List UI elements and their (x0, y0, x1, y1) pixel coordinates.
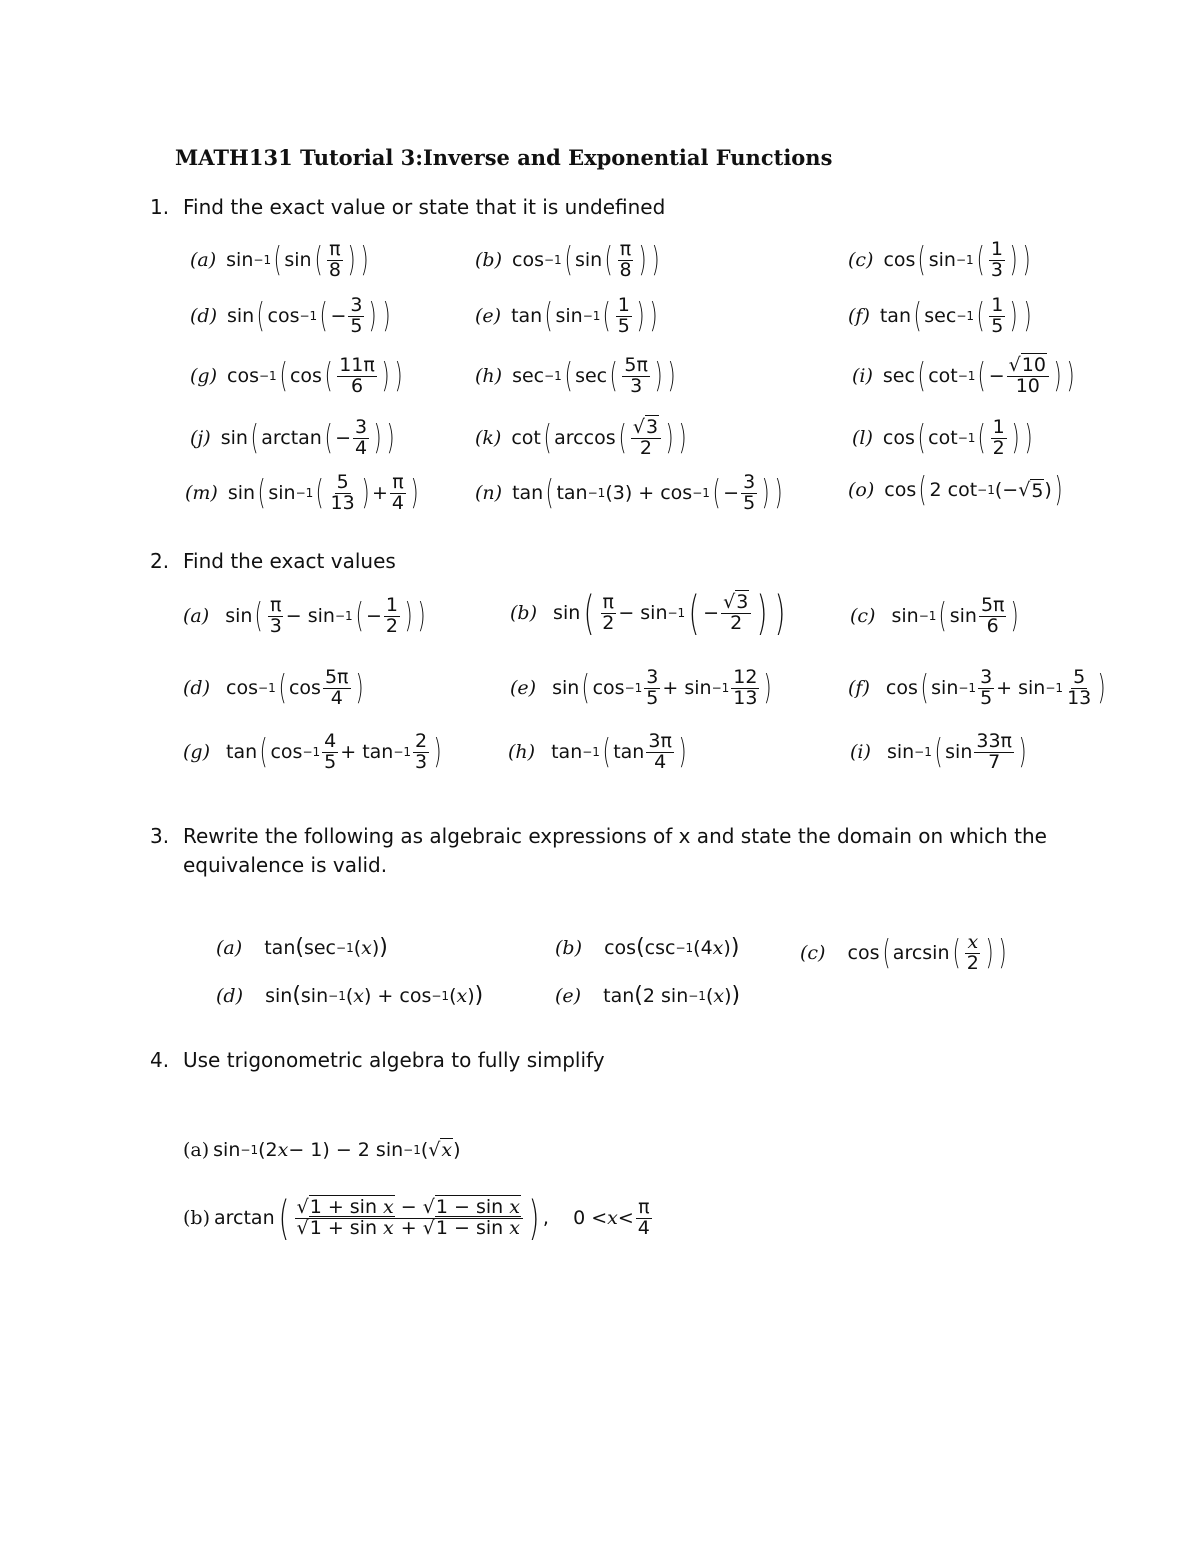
q1f-label: (f) (848, 305, 870, 328)
q3a-label: (a) (216, 936, 243, 959)
q1o-item (848, 470, 1065, 510)
q2h-expression: tan −1 ( tan 3π 4 ) (545, 730, 687, 773)
q1l-expression: cos ( cot −1 ( 1 2 ) ) (882, 416, 1033, 459)
q1l-label: (l) (852, 427, 873, 450)
q1j-item (190, 418, 398, 459)
q1c-expression: cos ( sin −1 ( 1 3 ) ) (883, 238, 1031, 281)
q1e-expression: tan ( sin −1 ( 1 5 ) ) (511, 294, 658, 337)
q3c-expression: cos ( arcsin ( x 2 ) ) (835, 931, 1007, 974)
q2a-label: (a) (183, 605, 210, 628)
q2e-item (510, 668, 775, 709)
q1j-label: (j) (190, 427, 211, 450)
q2f-item (848, 668, 1109, 709)
q1h-label: (h) (475, 365, 503, 388)
q3b-label: (b) (555, 936, 582, 959)
q2a-expression: sin ( π 3 − sin −1 ( − 1 2 ) ) (219, 594, 426, 637)
q1k-item (475, 418, 690, 459)
q3b-expression: cos ( csc −1 (4 x ) ) (592, 935, 740, 960)
q2-instructions: Find the exact values (183, 549, 396, 573)
q1h-item (475, 356, 678, 397)
q1a-label: (a) (190, 249, 217, 272)
q4-instructions: Use trigonometric algebra to fully simplify (183, 1048, 605, 1072)
q1-number: 1. (150, 195, 170, 219)
q4b-item (183, 1191, 654, 1245)
q1c-item (848, 240, 1034, 281)
q2b-label: (b) (510, 602, 537, 624)
q2g-label: (g) (183, 741, 210, 764)
q1l-item (852, 418, 1035, 459)
q1h-expression: sec −1 ( sec ( 5π 3 ) ) (512, 354, 676, 397)
q1m-label: (m) (185, 482, 218, 505)
q2d-item (183, 668, 366, 709)
q1i-label: (i) (852, 365, 873, 388)
q1n-item (475, 473, 786, 514)
q1f-expression: tan ( sec −1 ( 1 5 ) ) (879, 294, 1032, 337)
q1g-label: (g) (190, 365, 217, 388)
q1j-expression: sin ( arctan ( − 3 4 ) ) (220, 416, 396, 459)
q3e-item (555, 983, 740, 1008)
q3d-label: (d) (216, 984, 243, 1007)
q2d-expression: cos −1 ( cos 5π 4 ) (220, 666, 364, 709)
q2g-item (183, 732, 444, 773)
q1-instructions: Find the exact value or state that it is undefined (183, 195, 666, 219)
q3e-label: (e) (555, 984, 582, 1007)
q1k-label: (k) (475, 427, 502, 450)
q1e-item (475, 296, 660, 337)
q3-instructions-line2: equivalence is valid. (183, 853, 388, 877)
q2c-expression: sin −1 ( sin 5π 6 ) (885, 594, 1020, 637)
q3c-label: (c) (800, 942, 826, 965)
q1n-label: (n) (475, 482, 503, 505)
q1m-expression: sin ( sin −1 ( 5 13 ) + π 4 ) (227, 471, 419, 514)
q3a-item (216, 935, 388, 960)
q1c-label: (c) (848, 249, 874, 272)
q3-instructions-line1: Rewrite the following as algebraic expressions of x and state the domain on which the (183, 824, 1047, 848)
q1i-expression: sec ( cot −1 ( − √10 10 ) ) (882, 354, 1075, 397)
q2c-label: (c) (850, 605, 876, 628)
q1m-item (185, 473, 421, 514)
q2f-label: (f) (848, 677, 870, 700)
q2e-label: (e) (510, 677, 537, 700)
q4a-item (183, 1138, 461, 1161)
q1n-expression: tan ( tan −1 (3) + cos −1 ( − 3 5 ) ) (512, 471, 784, 514)
q1a-item (190, 240, 371, 281)
q2e-expression: sin ( cos −1 3 5 + sin −1 12 13 ) (546, 666, 773, 709)
q1o-label: (o) (848, 479, 875, 501)
q1b-item (475, 240, 662, 281)
q1d-item (190, 296, 393, 337)
q4-number: 4. (150, 1048, 170, 1072)
q2i-item (850, 732, 1029, 773)
q1g-expression: cos −1 ( cos ( 11π 6 ) ) (227, 354, 403, 397)
q2a-item (183, 596, 428, 637)
q4a-expression: sin −1 (2 x − 1) − 2 sin −1 (√ x ) (213, 1138, 461, 1161)
q2d-label: (d) (183, 677, 210, 700)
q1d-label: (d) (190, 305, 217, 328)
q1o-expression: cos ( 2 cot −1 (−√ 5 ) ) (884, 470, 1063, 510)
q2h-item (508, 732, 689, 773)
q2i-expression: sin −1 ( sin 33π 7 ) (880, 730, 1027, 773)
q2-number: 2. (150, 549, 170, 573)
q1g-item (190, 356, 405, 397)
q4a-label: (a) (183, 1138, 210, 1161)
page-title: MATH131 Tutorial 3:Inverse and Exponential Functions (175, 145, 833, 170)
q1b-label: (b) (475, 249, 502, 272)
q2b-expression: sin ( π 2 − sin −1 ( − √3 2 ) ) (547, 586, 786, 640)
q3b-item (555, 935, 739, 960)
q1f-item (848, 296, 1034, 337)
q1i-item (852, 356, 1077, 397)
q2c-item (850, 596, 1022, 637)
q3c-item (800, 933, 1009, 974)
q2i-label: (i) (850, 741, 871, 764)
q3d-item (216, 983, 483, 1008)
q4b-label: (b) (183, 1207, 210, 1229)
q2g-expression: tan ( cos −1 4 5 + tan −1 2 3 ) (220, 730, 442, 773)
q3d-expression: sin ( sin −1 ( x ) + cos −1 ( x ) ) (253, 983, 484, 1008)
q2b-item (510, 586, 789, 640)
q1k-expression: cot ( arccos ( √3 2 ) ) (511, 416, 687, 459)
q2f-expression: cos ( sin −1 3 5 + sin −1 5 13 ) (879, 666, 1106, 709)
q1a-expression: sin −1 ( sin ( π 8 ) ) (226, 238, 369, 281)
q1b-expression: cos −1 ( sin ( π 8 ) ) (512, 238, 660, 281)
q1e-label: (e) (475, 305, 502, 328)
q2h-label: (h) (508, 741, 536, 764)
q1d-expression: sin ( cos −1 ( − 3 5 ) ) (227, 294, 391, 337)
q4b-expression: arctan ( √1 + sin x − √1 − sin x √1 + sin x + √1 − sin x ) , 0 < x < π 4 (214, 1191, 650, 1245)
q3e-expression: tan ( 2 sin −1 ( x ) ) (591, 983, 741, 1008)
q3a-expression: tan ( sec −1 ( x ) ) (252, 935, 388, 960)
q3-number: 3. (150, 824, 170, 848)
